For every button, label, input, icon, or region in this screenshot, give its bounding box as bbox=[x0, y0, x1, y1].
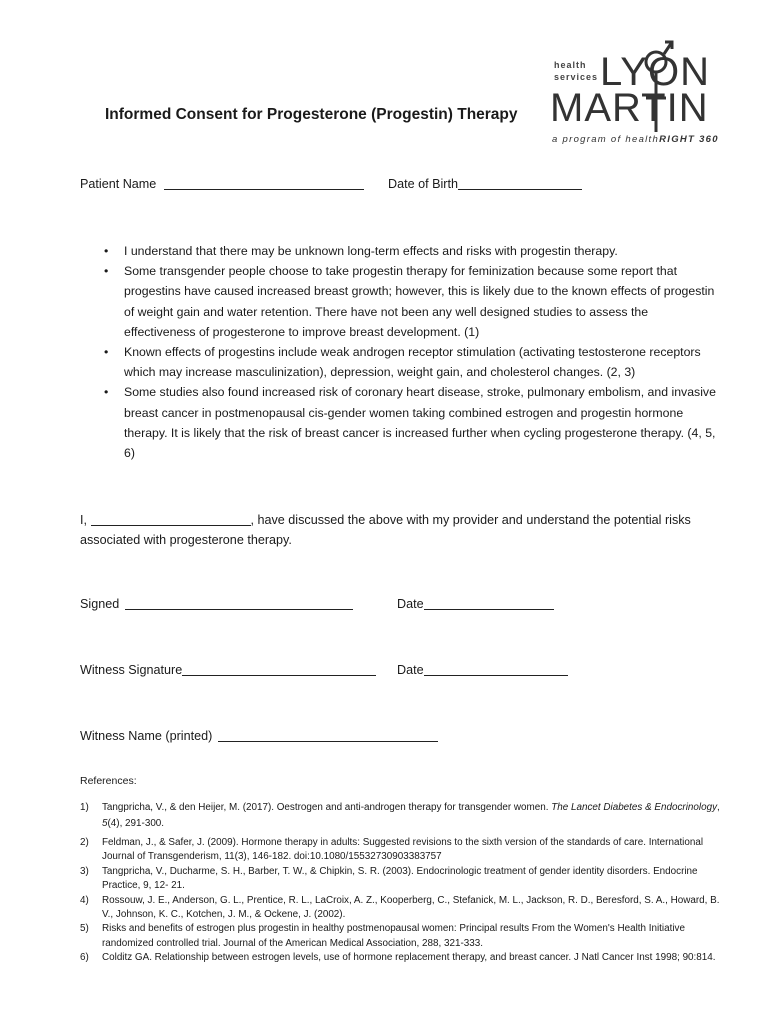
witness-date-field bbox=[397, 663, 568, 677]
witness-signature-label: Witness Signature bbox=[80, 663, 183, 677]
signed-label: Signed bbox=[80, 597, 120, 611]
signed-date-label: Date bbox=[397, 597, 424, 611]
acknowledgement-name-input[interactable] bbox=[91, 513, 251, 526]
references-list bbox=[80, 800, 730, 966]
list-item: 3) Tangpricha, V., Ducharme, S. H., Barber, T. W., & Chipkin, S. R. (2003). Endocrinologic treatment of gender identity disorders. Endocrine Practice, 9, 12- 21. bbox=[80, 865, 698, 892]
list-item: 2) Feldman, J., & Safer, J. (2009). Hormone therapy in adults: Suggested revisions to the sixth version of the standards of care. International Journal of Transgenderism, 11(3), 146-182. doi:10.1080/15532730903383757 bbox=[80, 837, 704, 863]
list-item: 6) Colditz GA. Relationship between estrogen levels, use of hormone replacement therapy, and breast cancer. J Natl Cancer Inst 1998; 90:814. bbox=[80, 952, 716, 964]
dob-label: Date of Birth bbox=[388, 177, 458, 191]
list-item: 1) Tangpricha, V., & den Heijer, M. (2017). Oestrogen and anti-androgen therapy for transgender women. The Lancet Diabetes & Endocrinology, 5(4), 291-300. bbox=[80, 802, 720, 829]
page-title: Informed Consent for Progesterone (Progestin) Therapy bbox=[105, 106, 518, 123]
list-item: • I understand that there may be unknown long-term effects and risks with progestin therapy. bbox=[104, 244, 618, 258]
acknowledgement-statement: I, , have discussed the above with my provider and understand the potential risks associated with progesterone therapy. bbox=[80, 513, 691, 547]
dob-field bbox=[388, 177, 582, 191]
witness-date-label: Date bbox=[397, 663, 424, 677]
patient-name-input[interactable] bbox=[164, 177, 364, 190]
list-item: • Known effects of progestins include weak androgen receptor stimulation (activating testosterone receptors which may increase masculinization), depression, weight gain, and cholesterol changes. (2, 3) bbox=[104, 345, 701, 380]
logo-health-text: health bbox=[554, 60, 587, 70]
witness-name-field bbox=[80, 729, 438, 743]
list-item: • Some studies also found increased risk of coronary heart disease, stroke, pulmonary embolism, and invasive breast cancer in postmenopausal cis-gender women taking combined estrogen and progestin hormone therapy. It is likely that the risk of breast cancer is increased further when cycling progesterone therapy. (4, 5, 6) bbox=[104, 385, 716, 461]
witness-name-input[interactable] bbox=[218, 729, 438, 742]
witness-signature-field bbox=[80, 663, 376, 677]
patient-name-label: Patient Name bbox=[80, 177, 157, 191]
witness-name-label: Witness Name (printed) bbox=[80, 729, 213, 743]
list-item: • Some transgender people choose to take progestin therapy for feminization because some report that progestins have caused increased breast growth; however, this is likely due to the known effects of progestin of weight gain and water retention. There have not been any well designed studies to assess the effectiveness of progesterone to improve breast development. (1) bbox=[104, 264, 715, 339]
patient-name-field bbox=[80, 177, 364, 191]
signed-date-field bbox=[397, 597, 554, 611]
signature-input[interactable] bbox=[125, 597, 353, 610]
signed-field bbox=[80, 597, 353, 611]
logo-tagline: a program of healthRIGHT 360 bbox=[552, 134, 719, 145]
list-item: 4) Rossouw, J. E., Anderson, G. L., Prentice, R. L., LaCroix, A. Z., Kooperberg, C., Stefanick, M. L., Jackson, R. D., Beresford, S. A., Howard, B. V., Johnson, K. C., Kotchen, J. M., & Ockene, J. (2002). bbox=[80, 894, 720, 921]
references-heading: References: bbox=[80, 775, 137, 787]
gender-symbol-icon bbox=[636, 36, 676, 136]
signed-date-input[interactable] bbox=[424, 597, 554, 610]
witness-date-input[interactable] bbox=[424, 663, 568, 676]
witness-signature-input[interactable] bbox=[182, 663, 376, 676]
lyon-martin-logo bbox=[548, 36, 728, 148]
logo-services-text: services bbox=[554, 72, 599, 82]
risk-bullet-list bbox=[98, 241, 718, 463]
logo-martin-text: MARTIN bbox=[550, 86, 709, 130]
logo-lyon-text: LYON bbox=[600, 50, 710, 94]
list-item: 5) Risks and benefits of estrogen plus progestin in healthy postmenopausal women: Principal results From the Women's Health Initiative randomized controlled trial. Journal of the American Medical Association, 288, 321-333. bbox=[80, 923, 685, 949]
dob-input[interactable] bbox=[458, 177, 582, 190]
